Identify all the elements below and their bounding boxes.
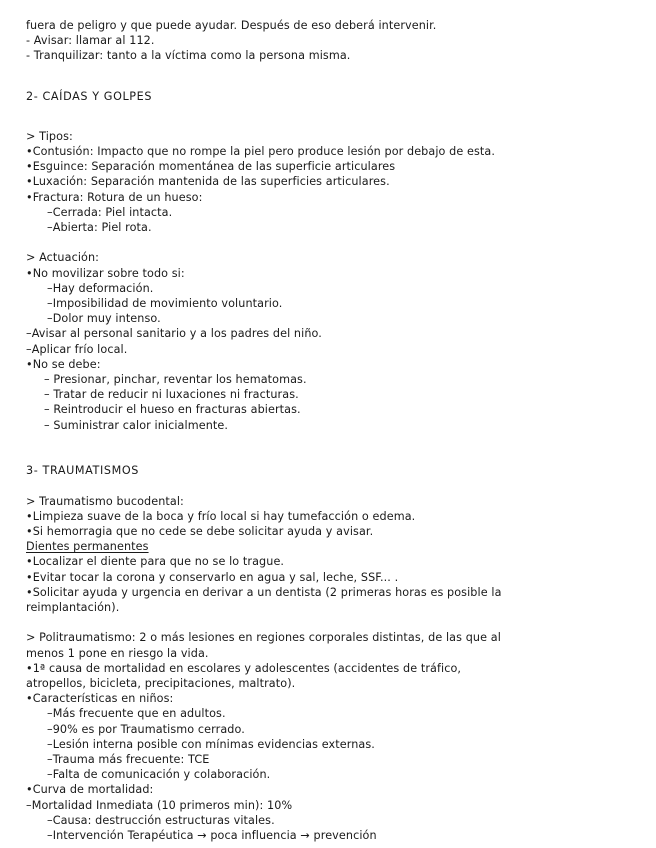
inmediata-intervencion: –Intervención Terapéutica → poca influencia → prevención: [47, 829, 377, 843]
caract-falta: –Falta de comunicación y colaboración.: [47, 768, 271, 782]
dientes-permanentes-heading: Dientes permanentes: [26, 540, 149, 554]
politrauma-caracteristicas: •Características en niños:: [26, 692, 174, 706]
actuacion-title: > Actuación:: [26, 251, 100, 265]
actuacion-imposibilidad: –Imposibilidad de movimiento voluntario.: [47, 297, 283, 311]
tipo-contusion: •Contusión: Impacto que no rompe la piel pero produce lesión por debajo de esta.: [26, 145, 495, 159]
no-debe-calor: – Suministrar calor inicialmente.: [44, 418, 229, 432]
bucodental-solicitar: •Solicitar ayuda y urgencia en derivar a un dentista (2 primeras horas es posible la: [26, 585, 502, 599]
bucodental-title: > Traumatismo bucodental:: [26, 494, 184, 508]
no-debe-tratar: – Tratar de reducir ni luxaciones ni fracturas.: [44, 388, 299, 402]
bucodental-solicitar-cont: reimplantación).: [26, 601, 120, 615]
caract-cerrado: –90% es por Traumatismo cerrado.: [47, 722, 245, 736]
actuacion-no-debe: •No se debe:: [26, 357, 101, 371]
bucodental-evitar: •Evitar tocar la corona y conservarlo en agua y sal, leche, SSF... .: [26, 570, 399, 584]
tipo-fractura: •Fractura: Rotura de un hueso:: [26, 190, 203, 204]
actuacion-no-movilizar: •No movilizar sobre todo si:: [26, 266, 185, 280]
intro-avisar: - Avisar: llamar al 112.: [26, 34, 155, 48]
politrauma-definition-cont: menos 1 pone en riesgo la vida.: [26, 646, 209, 660]
politrauma-curva: •Curva de mortalidad:: [26, 783, 154, 797]
no-debe-presionar: – Presionar, pinchar, reventar los hematomas.: [44, 373, 307, 387]
caract-frecuente: –Más frecuente que en adultos.: [47, 707, 226, 721]
curva-inmediata: –Mortalidad Inmediata (10 primeros min): 10%: [26, 798, 293, 812]
tipos-title: > Tipos:: [26, 129, 73, 143]
section-heading-traumatismos: 3- TRAUMATISMOS: [26, 464, 139, 478]
intro-tranquilizar: - Tranquilizar: tanto a la víctima como la persona misma.: [26, 49, 351, 63]
tipo-esguince: •Esguince: Separación momentánea de las superficie articulares: [26, 160, 396, 174]
bucodental-limpieza: •Limpieza suave de la boca y frío local si hay tumefacción o edema.: [26, 509, 416, 523]
actuacion-dolor: –Dolor muy intenso.: [47, 312, 161, 326]
politrauma-definition: > Politraumatismo: 2 o más lesiones en regiones corporales distintas, de las que al: [26, 631, 501, 645]
intro-line: fuera de peligro y que puede ayudar. Después de eso deberá intervenir.: [26, 19, 437, 32]
inmediata-causa: –Causa: destrucción estructuras vitales.: [47, 813, 275, 827]
no-debe-reintroducir: – Reintroducir el hueso en fracturas abiertas.: [44, 403, 301, 417]
politrauma-causa: •1ª causa de mortalidad en escolares y adolescentes (accidentes de tráfico,: [26, 661, 462, 675]
bucodental-localizar: •Localizar el diente para que no se lo trague.: [26, 555, 285, 569]
caract-tce: –Trauma más frecuente: TCE: [47, 753, 210, 767]
tipo-luxacion: •Luxación: Separación mantenida de las superficies articulares.: [26, 175, 390, 189]
caract-lesion: –Lesión interna posible con mínimas evidencias externas.: [47, 737, 375, 751]
actuacion-deformacion: –Hay deformación.: [47, 281, 154, 295]
actuacion-frio: –Aplicar frío local.: [26, 342, 128, 356]
fractura-abierta: –Abierta: Piel rota.: [47, 221, 152, 235]
politrauma-causa-cont: atropellos, bicicleta, precipitaciones, maltrato).: [26, 677, 296, 691]
actuacion-avisar: –Avisar al personal sanitario y a los padres del niño.: [26, 327, 322, 341]
section-heading-caidas: 2- CAÍDAS Y GOLPES: [26, 89, 153, 103]
bucodental-hemorragia: •Si hemorragia que no cede se debe solicitar ayuda y avisar.: [26, 525, 374, 539]
fractura-cerrada: –Cerrada: Piel intacta.: [47, 205, 173, 219]
